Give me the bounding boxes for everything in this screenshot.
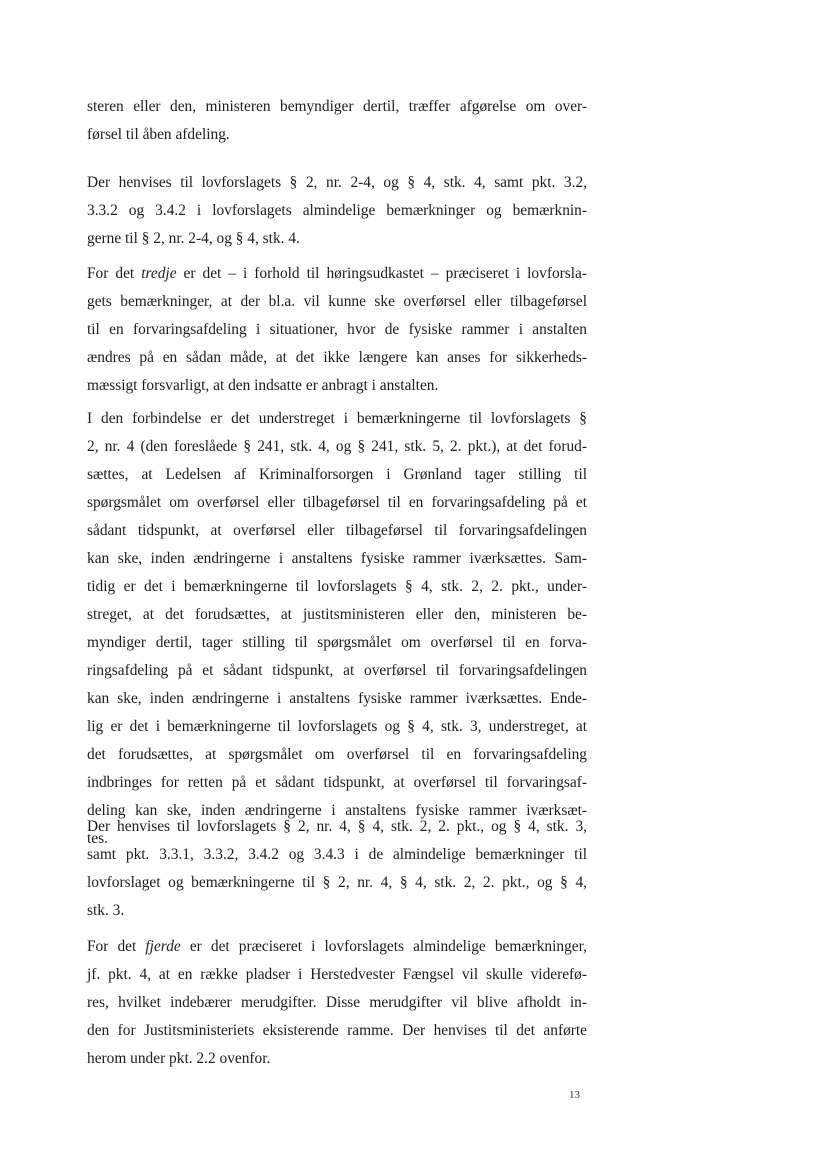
text-line: lig er det i bemærkningerne til lovforslagets og § 4, stk. 3, understreget, at (87, 718, 587, 735)
text-line: streget, at det forudsættes, at justitsministeren eller den, ministeren be- (87, 606, 587, 623)
text-line: ringsafdeling på et sådant tidspunkt, at overførsel til forvaringsafdelingen (87, 662, 587, 679)
text-line: tidig er det i bemærkningerne til lovforslagets § 4, stk. 2, 2. pkt., under- (87, 578, 587, 595)
text-line: deling kan ske, inden ændringerne i anstaltens fysiske rammer iværksæt- (87, 802, 587, 819)
text-line: lovforslaget og bemærkningerne til § 2, nr. 4, § 4, stk. 2, 2. pkt., og § 4, (87, 874, 587, 891)
page-number: 13 (569, 1089, 580, 1101)
text-line: til en forvaringsafdeling i situationer, hvor de fysiske rammer i anstalten (87, 321, 587, 338)
text-line: I den forbindelse er det understreget i bemærkningerne til lovforslagets § (87, 410, 587, 427)
paragraph-4 (87, 405, 587, 853)
text-line: 3.3.2 og 3.4.2 i lovforslagets almindelige bemærkninger og bemærknin- (87, 202, 587, 219)
text-line: 2, nr. 4 (den foreslåede § 241, stk. 4, og § 241, stk. 5, 2. pkt.), at det forud- (87, 438, 587, 455)
text-line: Der henvises til lovforslagets § 2, nr. 2-4, og § 4, stk. 4, samt pkt. 3.2, (87, 174, 587, 191)
emphasis-text: fjerde (145, 938, 181, 955)
paragraph-6 (87, 933, 587, 1073)
text-line: førsel til åben afdeling. (87, 126, 230, 143)
text-line: sættes, at Ledelsen af Kriminalforsorgen i Grønland tager stilling til (87, 466, 587, 483)
text-line: gets bemærkninger, at der bl.a. vil kunne ske overførsel eller tilbageførsel (87, 293, 587, 310)
text-line: sådant tidspunkt, at overførsel eller tilbageførsel til forvaringsafdelingen (87, 522, 587, 539)
text-line: spørgsmålet om overførsel eller tilbageførsel til en forvaringsafdeling på et (87, 494, 587, 511)
paragraph-2 (87, 169, 587, 253)
text-line (87, 933, 587, 961)
text-line: ændres på en sådan måde, at det ikke længere kan anses for sikkerheds- (87, 349, 587, 366)
text-line: kan ske, inden ændringerne i anstaltens fysiske rammer iværksættes. Ende- (87, 690, 587, 707)
text-line: samt pkt. 3.3.1, 3.3.2, 3.4.2 og 3.4.3 i de almindelige bemærkninger til (87, 846, 587, 863)
text-line: den for Justitsministeriets eksisterende ramme. Der henvises til det anførte (87, 1022, 587, 1039)
text-line: mæssigt forsvarligt, at den indsatte er anbragt i anstalten. (87, 377, 439, 394)
text-line: myndiger dertil, tager stilling til spørgsmålet om overførsel til en forva- (87, 634, 587, 651)
text-line: indbringes for retten på et sådant tidspunkt, at overførsel til forvaringsaf- (87, 774, 587, 791)
text-line: det forudsættes, at spørgsmålet om overførsel til en forvaringsafdeling (87, 746, 587, 763)
text-line: steren eller den, ministeren bemyndiger dertil, træffer afgørelse om over- (87, 98, 587, 115)
text-line: tes. (87, 830, 108, 847)
text-fragment: er det præciseret i lovforslagets almindelige bemærkninger, (180, 938, 587, 955)
text-fragment: For det (87, 938, 146, 955)
text-line: stk. 3. (87, 902, 125, 919)
text-fragment: er det – i forhold til høringsudkastet – præciseret i lovforsla- (176, 265, 587, 282)
paragraph-3 (87, 260, 587, 400)
text-line (87, 260, 587, 288)
text-line: herom under pkt. 2.2 ovenfor. (87, 1050, 271, 1067)
paragraph-1 (87, 93, 587, 149)
text-line: jf. pkt. 4, at en række pladser i Herstedvester Fængsel vil skulle viderefø- (87, 966, 587, 983)
emphasis-text: tredje (141, 265, 177, 282)
text-line: gerne til § 2, nr. 2-4, og § 4, stk. 4. (87, 230, 300, 247)
text-line: res, hvilket indebærer merudgifter. Disse merudgifter vil blive afholdt in- (87, 994, 587, 1011)
text-fragment: For det (87, 265, 142, 282)
paragraph-5 (87, 813, 587, 925)
text-line: Der henvises til lovforslagets § 2, nr. 4, § 4, stk. 2, 2. pkt., og § 4, stk. 3, (87, 818, 587, 835)
text-line: kan ske, inden ændringerne i anstaltens fysiske rammer iværksættes. Sam- (87, 550, 587, 567)
